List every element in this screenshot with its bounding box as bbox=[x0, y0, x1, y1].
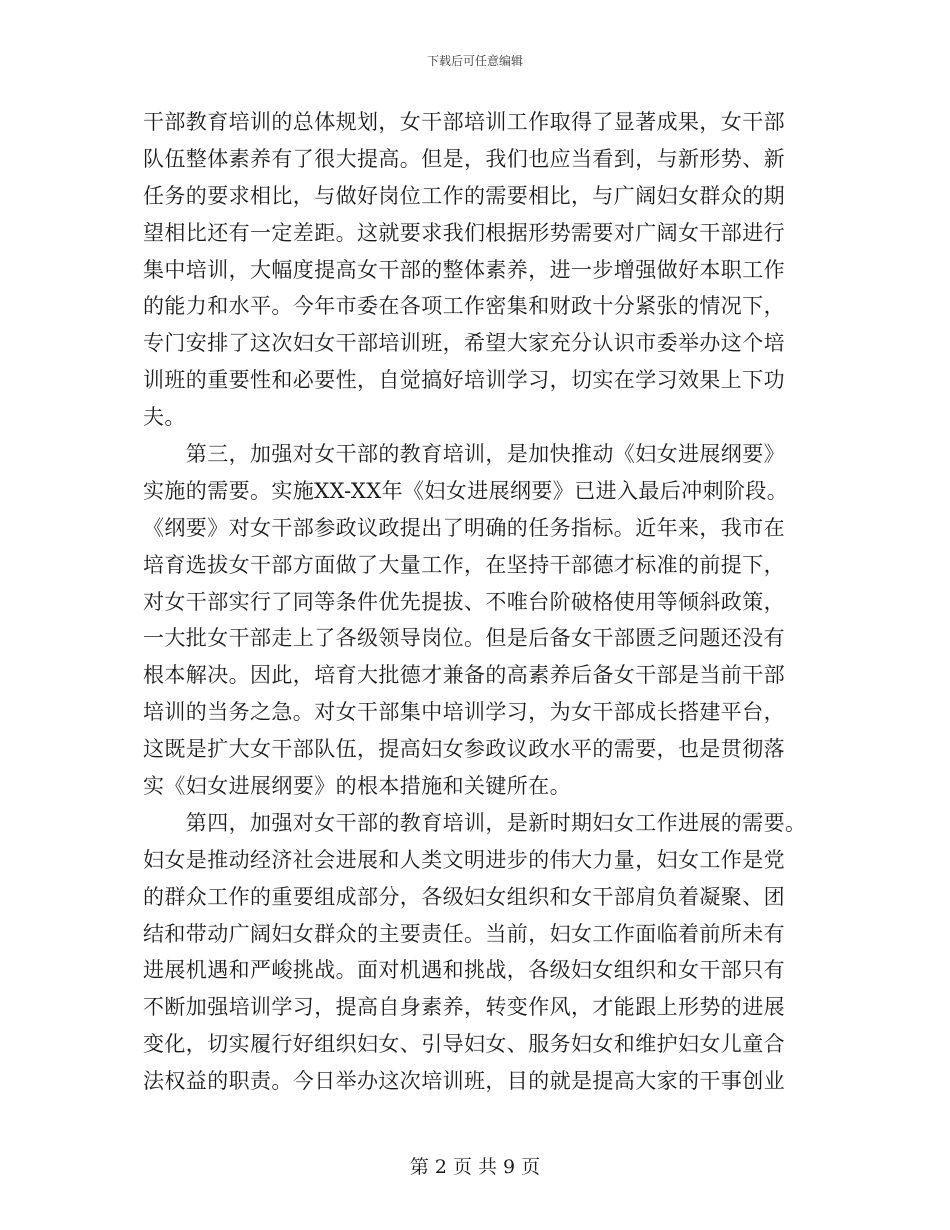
text-line: 夫。 bbox=[143, 405, 186, 430]
text-line: 实《妇女进展纲要》的根本措施和关键所在。 bbox=[143, 774, 571, 799]
text-line: 培训的当务之急。对女干部集中培训学习，为女干部成长搭建平台， bbox=[143, 700, 785, 725]
text-line: 实施的需要。实施XX-XX年《妇女进展纲要》已进入最后冲刺阶段。 bbox=[143, 478, 789, 503]
page-header: 下载后可任意编辑 bbox=[426, 54, 523, 68]
text-line: 妇女是推动经济社会进展和人类文明进步的伟大力量，妇女工作是党 bbox=[143, 847, 785, 872]
text-line: 变化，切实履行好组织妇女、引导妇女、服务妇女和维护妇女儿童合 bbox=[143, 1032, 785, 1057]
text-line: 不断加强培训学习，提高自身素养，转变作风，才能跟上形势的进展 bbox=[143, 995, 785, 1020]
text-line: 结和带动广阔妇女群众的主要责任。当前，妇女工作面临着前所未有 bbox=[143, 921, 785, 946]
text-line: 望相比还有一定差距。这就要求我们根据形势需要对广阔女干部进行 bbox=[143, 220, 785, 245]
text-line: 《纲要》对女干部参政议政提出了明确的任务指标。近年来，我市在 bbox=[143, 515, 785, 540]
text-line: 的群众工作的重要组成部分，各级妇女组织和女干部肩负着凝聚、团 bbox=[143, 884, 785, 909]
text-line: 第四，加强对女干部的教育培训，是新时期妇女工作进展的需要。 bbox=[143, 810, 807, 835]
text-line: 这既是扩大女干部队伍，提高妇女参政议政水平的需要，也是贯彻落 bbox=[143, 737, 785, 762]
text-line: 集中培训，大幅度提高女干部的整体素养，进一步增强做好本职工作 bbox=[143, 257, 785, 282]
text-line: 专门安排了这次妇女干部培训班，希望大家充分认识市委举办这个培 bbox=[143, 331, 785, 356]
text-line: 对女干部实行了同等条件优先提拔、不唯台阶破格使用等倾斜政策， bbox=[143, 589, 785, 614]
text-line: 第三，加强对女干部的教育培训，是加快推动《妇女进展纲要》 bbox=[143, 442, 785, 467]
text-line: 进展机遇和严峻挑战。面对机遇和挑战，各级妇女组织和女干部只有 bbox=[143, 958, 785, 983]
text-line: 干部教育培训的总体规划，女干部培训工作取得了显著成果，女干部 bbox=[143, 110, 785, 134]
text-line: 一大批女干部走上了各级领导岗位。但是后备女干部匮乏问题还没有 bbox=[143, 626, 785, 651]
document-body bbox=[143, 104, 813, 1100]
text-line: 队伍整体素养有了很大提高。但是，我们也应当看到，与新形势、新 bbox=[143, 146, 785, 171]
text-line: 任务的要求相比，与做好岗位工作的需要相比，与广阔妇女群众的期 bbox=[143, 183, 785, 208]
text-line: 培育选拔女干部方面做了大量工作，在坚持干部德才标准的前提下， bbox=[143, 552, 785, 577]
text-line: 的能力和水平。今年市委在各项工作密集和财政十分紧张的情况下， bbox=[143, 294, 785, 319]
text-line: 根本解决。因此，培育大批德才兼备的高素养后备女干部是当前干部 bbox=[143, 663, 785, 688]
page-number-footer: 第 2 页 共 9 页 bbox=[409, 1156, 541, 1178]
text-line: 训班的重要性和必要性，自觉搞好培训学习，切实在学习效果上下功 bbox=[143, 368, 785, 393]
text-line: 法权益的职责。今日举办这次培训班，目的就是提高大家的干事创业 bbox=[143, 1069, 785, 1094]
